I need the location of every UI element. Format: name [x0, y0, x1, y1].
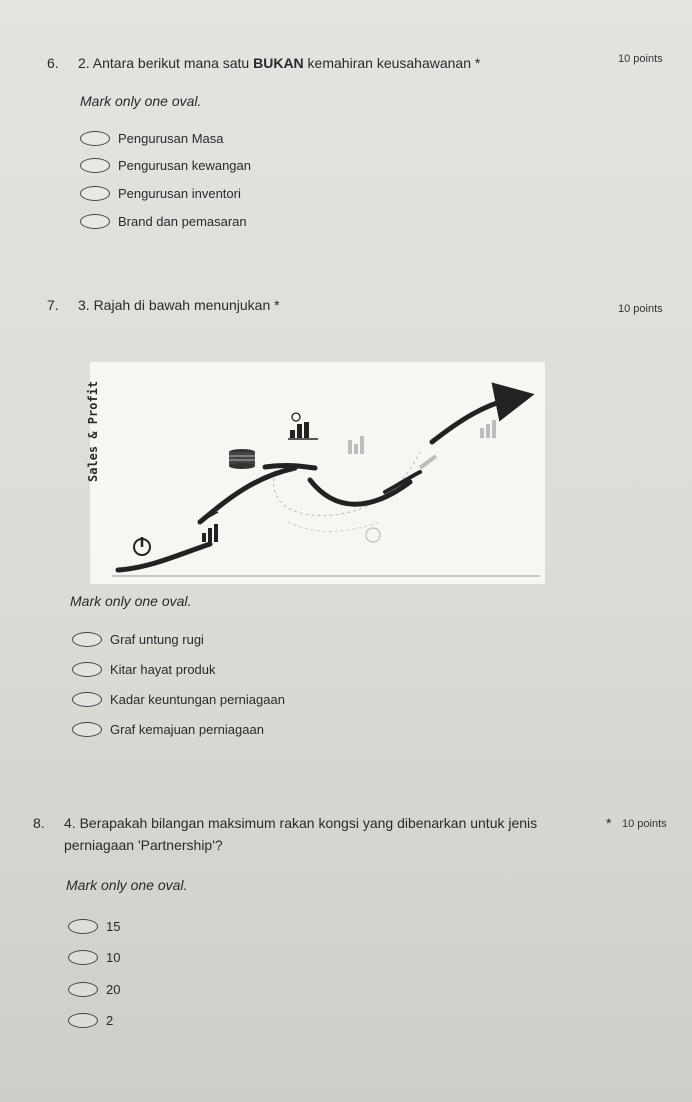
- option-label: Kadar keuntungan perniagaan: [110, 692, 285, 707]
- question-title: [78, 55, 480, 71]
- instruction-hint: Mark only one oval.: [80, 93, 202, 109]
- instruction-hint: Mark only one oval.: [66, 877, 188, 893]
- required-asterisk: *: [606, 815, 612, 831]
- option-radio[interactable]: [68, 919, 120, 934]
- growth-curve-illustration: [90, 362, 545, 584]
- title-bold-text: BUKAN: [253, 55, 304, 71]
- power-icon: [134, 537, 150, 555]
- option-label: 15: [106, 919, 121, 934]
- points-label: 10 points: [618, 303, 663, 315]
- curve-segment: [310, 480, 410, 504]
- oval-radio-icon[interactable]: [72, 632, 102, 647]
- option-label: Graf kemajuan perniagaan: [110, 722, 264, 737]
- question-title: 3. Rajah di bawah menunjukan *: [78, 297, 280, 313]
- oval-radio-icon[interactable]: [72, 662, 102, 677]
- arrow-segment: [432, 398, 515, 442]
- option-label: 2: [106, 1013, 114, 1028]
- oval-radio-icon[interactable]: [68, 950, 98, 965]
- oval-radio-icon[interactable]: [68, 1013, 98, 1028]
- option-radio[interactable]: [72, 722, 264, 737]
- bar-chart-icon: [288, 413, 318, 439]
- option-label: Brand dan pemasaran: [118, 214, 247, 229]
- oval-radio-icon[interactable]: [72, 722, 102, 737]
- question-number: 8.: [33, 815, 45, 831]
- oval-radio-icon[interactable]: [80, 158, 110, 173]
- business-growth-diagram: [86, 362, 545, 584]
- oval-radio-icon[interactable]: [80, 186, 110, 201]
- option-label: Pengurusan kewangan: [118, 158, 251, 173]
- option-label: Pengurusan inventori: [118, 186, 241, 201]
- question-title-line1: 4. Berapakah bilangan maksimum rakan kongsi yang dibenarkan untuk jenis: [64, 815, 538, 831]
- oval-radio-icon[interactable]: [68, 982, 98, 997]
- curve-segment: [118, 544, 210, 570]
- option-label: Graf untung rugi: [110, 632, 204, 647]
- option-radio[interactable]: [80, 214, 247, 229]
- option-radio[interactable]: [80, 186, 241, 201]
- points-label: 10 points: [622, 818, 667, 830]
- option-label: Pengurusan Masa: [118, 131, 224, 146]
- points-label: 10 points: [618, 53, 663, 65]
- faded-chart-icon: [348, 420, 496, 542]
- coin-stack-icon: [229, 449, 255, 469]
- option-radio[interactable]: [80, 131, 224, 146]
- title-text-end: kemahiran keusahawanan *: [303, 55, 481, 71]
- question-number: 7.: [47, 297, 59, 313]
- question-number: 6.: [47, 55, 59, 71]
- option-radio[interactable]: [72, 692, 285, 707]
- oval-radio-icon[interactable]: [80, 131, 110, 146]
- oval-radio-icon[interactable]: [80, 214, 110, 229]
- option-radio[interactable]: [72, 662, 216, 677]
- diagram-axis-label: Sales & Profit: [86, 380, 100, 482]
- oval-radio-icon[interactable]: [72, 692, 102, 707]
- option-radio[interactable]: [80, 158, 251, 173]
- option-radio[interactable]: [68, 982, 120, 997]
- curve-segment: [265, 465, 315, 468]
- bar-chart-icon: [200, 512, 218, 542]
- option-radio[interactable]: [68, 1013, 113, 1028]
- instruction-hint: Mark only one oval.: [70, 593, 192, 609]
- oval-radio-icon[interactable]: [68, 919, 98, 934]
- option-radio[interactable]: [68, 950, 120, 965]
- title-text: 2. Antara berikut mana satu: [78, 55, 254, 71]
- option-label: 10: [106, 950, 121, 965]
- option-radio[interactable]: [72, 632, 204, 647]
- option-label: 20: [106, 982, 121, 997]
- question-title-line2: perniagaan 'Partnership'?: [64, 837, 223, 853]
- option-label: Kitar hayat produk: [110, 662, 216, 677]
